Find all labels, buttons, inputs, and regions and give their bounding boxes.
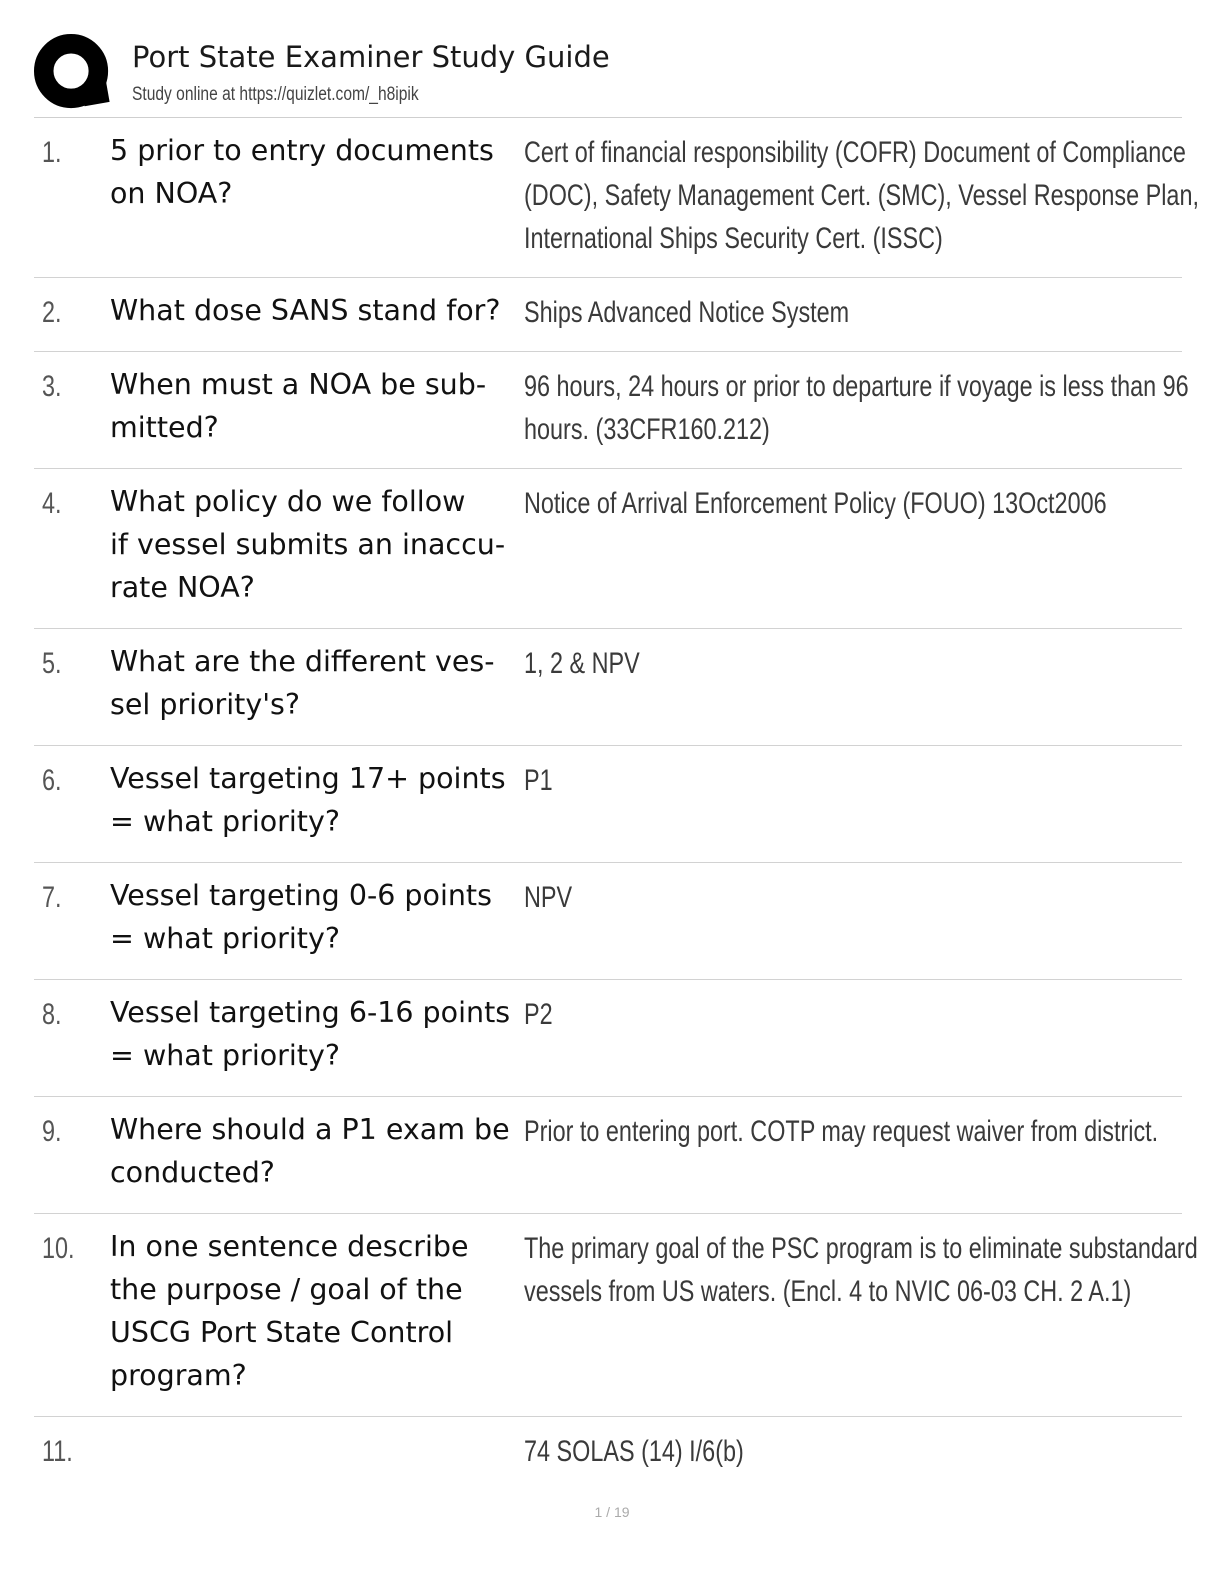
card-term <box>110 289 520 332</box>
term-line: rate NOA? <box>110 571 255 604</box>
definition-line: 74 SOLAS (14) I/6(b) <box>524 1435 744 1468</box>
card-definition <box>524 1227 1198 1313</box>
flashcard-row <box>34 629 1182 746</box>
term-line: conducted? <box>110 1156 275 1189</box>
term-line: the purpose / goal of the <box>110 1273 463 1306</box>
card-term <box>110 640 520 726</box>
flashcard-row <box>34 1214 1198 1417</box>
study-guide-header <box>34 34 1184 118</box>
term-line: Vessel targeting 6-16 points <box>110 996 511 1029</box>
term-line: Where should a P1 exam be <box>110 1113 510 1146</box>
card-definition <box>524 291 1164 334</box>
page-number: 1 / 19 <box>594 1504 630 1520</box>
definition-line: Cert of financial responsibility (COFR) Document of Compliance <box>524 136 1186 169</box>
card-number: 1. <box>42 136 62 169</box>
card-definition <box>524 642 1164 685</box>
card-number: 8. <box>42 998 62 1031</box>
term-line: What policy do we follow <box>110 485 466 518</box>
definition-line: NPV <box>524 881 573 914</box>
flashcard-row <box>34 352 1189 469</box>
card-number: 10. <box>42 1232 75 1265</box>
term-line: 5 prior to entry documents <box>110 134 494 167</box>
term-line: = what priority? <box>110 922 340 955</box>
term-line: program? <box>110 1359 247 1392</box>
definition-line: International Ships Security Cert. (ISSC) <box>524 222 943 255</box>
flashcard-row <box>34 469 1182 629</box>
card-term <box>110 757 520 843</box>
flashcard-row <box>34 1417 1182 1497</box>
card-term <box>110 1108 520 1194</box>
quizlet-q-logo[interactable] <box>34 34 112 112</box>
flashcard-row <box>34 278 1182 352</box>
definition-line: P2 <box>524 998 553 1031</box>
definition-line: The primary goal of the PSC program is to eliminate substandard <box>524 1232 1198 1265</box>
term-line: What dose SANS stand for? <box>110 294 501 327</box>
definition-line: Prior to entering port. COTP may request waiver from district. <box>524 1115 1159 1148</box>
term-line: = what priority? <box>110 805 340 838</box>
card-number: 4. <box>42 487 62 520</box>
definition-line: 1, 2 & NPV <box>524 647 640 680</box>
flashcard-list <box>34 118 1199 1497</box>
card-definition <box>524 993 1164 1036</box>
term-line: Vessel targeting 17+ points <box>110 762 506 795</box>
flashcard-row <box>34 746 1182 863</box>
flashcard-row <box>34 1097 1182 1214</box>
definition-line: Ships Advanced Notice System <box>524 296 850 329</box>
definition-line: (DOC), Safety Management Cert. (SMC), Vessel Response Plan, <box>524 179 1199 212</box>
term-line: sel priority's? <box>110 688 301 721</box>
term-line: if vessel submits an inaccu- <box>110 528 506 561</box>
term-line: = what priority? <box>110 1039 340 1072</box>
definition-line: vessels from US waters. (Encl. 4 to NVIC 06-03 CH. 2 A.1) <box>524 1275 1132 1308</box>
definition-line: P1 <box>524 764 553 797</box>
flashcard-row <box>34 863 1182 980</box>
card-definition <box>524 759 1164 802</box>
term-line: on NOA? <box>110 177 233 210</box>
term-line: mitted? <box>110 411 219 444</box>
card-number: 9. <box>42 1115 62 1148</box>
card-definition <box>524 1110 1164 1153</box>
card-number: 3. <box>42 370 62 403</box>
study-online-link[interactable]: Study online at https://quizlet.com/_h8ipik <box>132 84 419 105</box>
definition-line: Notice of Arrival Enforcement Policy (FOUO) 13Oct2006 <box>524 487 1107 520</box>
card-definition <box>524 365 1189 451</box>
flashcard-row <box>34 980 1182 1097</box>
flashcard-row <box>34 118 1199 278</box>
card-number: 2. <box>42 296 62 329</box>
card-definition <box>524 1430 1164 1473</box>
term-line: What are the different ves- <box>110 645 495 678</box>
card-definition <box>524 482 1164 525</box>
card-term <box>110 363 520 449</box>
card-number: 11. <box>42 1435 73 1468</box>
term-line: USCG Port State Control <box>110 1316 454 1349</box>
definition-line: hours. (33CFR160.212) <box>524 413 770 446</box>
card-term <box>110 991 520 1077</box>
card-definition <box>524 131 1199 260</box>
card-number: 6. <box>42 764 62 797</box>
term-line: Vessel targeting 0-6 points <box>110 879 492 912</box>
page-title: Port State Examiner Study Guide <box>132 40 610 74</box>
definition-line: 96 hours, 24 hours or prior to departure if voyage is less than 96 <box>524 370 1189 403</box>
card-term <box>110 1225 520 1397</box>
card-term <box>110 480 520 609</box>
card-definition <box>524 876 1164 919</box>
card-number: 5. <box>42 647 62 680</box>
term-line: When must a NOA be sub- <box>110 368 487 401</box>
card-number: 7. <box>42 881 62 914</box>
term-line: In one sentence describe <box>110 1230 469 1263</box>
card-term <box>110 129 520 215</box>
card-term <box>110 874 520 960</box>
